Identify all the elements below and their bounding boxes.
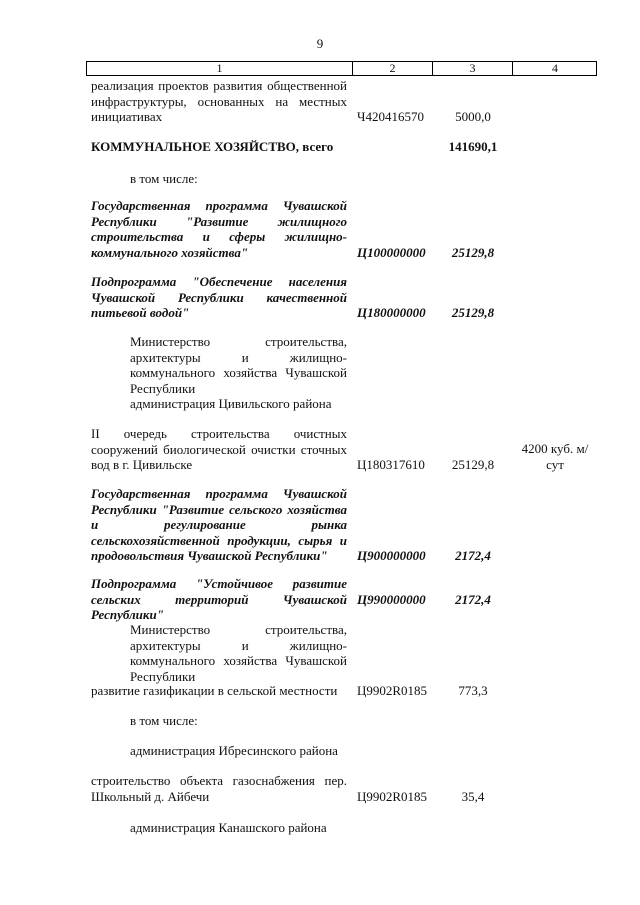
row-description: развитие газификации в сельской местности (91, 683, 338, 698)
row-description: II очередь строительства очистных сооружений биологической очистки сточных вод в г. Цивильске (91, 426, 347, 472)
header-col-1: 1 (216, 61, 223, 75)
row-description: в том числе: (130, 171, 198, 186)
row-amount: 141690,1 (448, 139, 498, 154)
row-amount: 25129,8 (451, 457, 495, 472)
row-code: Ц100000000 (357, 245, 426, 260)
header-col-2: 2 (389, 61, 396, 75)
row-description: в том числе: (130, 713, 198, 728)
row-code: Ц180317610 (357, 457, 425, 472)
page-number: 9 (316, 36, 324, 51)
row-amount: 35,4 (461, 789, 485, 804)
row-code: Ц900000000 (357, 548, 426, 563)
row-amount: 25129,8 (451, 245, 495, 260)
row-code: Ц180000000 (357, 305, 426, 320)
row-description: Подпрограмма "Обеспечение населения Чувашской Республики качественной питьевой водой" (91, 274, 347, 320)
row-description: Подпрограмма "Устойчивое развитие сельских территорий Чувашской Республики" (91, 576, 347, 622)
row-code: Ц9902R0185 (357, 789, 428, 804)
row-code: Ц9902R0185 (357, 683, 428, 698)
row-description: Министерство строительства, архитектуры и жилищно-коммунального хозяйства Чувашской Республики (130, 334, 347, 396)
row-amount: 25129,8 (451, 305, 495, 320)
row-amount: 2172,4 (455, 592, 491, 607)
row-description: Государственная программа Чувашской Республики "Развитие сельского хозяйства и регулирование рынка сельскохозяйственной продукции, сырья и продовольствия Чувашской Республики" (91, 486, 347, 563)
header-col-4: 4 (552, 61, 558, 75)
row-amount: 2172,4 (455, 548, 491, 563)
row-amount: 5000,0 (455, 109, 491, 124)
row-description: администрация Цивильского района (130, 396, 332, 411)
row-description: Министерство строительства, архитектуры и жилищно-коммунального хозяйства Чувашской Республики (130, 622, 347, 684)
row-note: 4200 куб. м/сут (521, 441, 589, 472)
row-description: КОММУНАЛЬНОЕ ХОЗЯЙСТВО, всего (91, 139, 334, 154)
row-description: администрация Ибресинского района (130, 743, 338, 758)
row-description: реализация проектов развития общественной инфраструктуры, основанных на местных инициативах (91, 78, 347, 124)
header-col-3: 3 (469, 61, 476, 75)
row-description: администрация Канашского района (130, 820, 327, 835)
row-description: Государственная программа Чувашской Республики "Развитие жилищного строительства и сферы жилищно-коммунального хозяйства" (91, 198, 347, 260)
row-description: строительство объекта газоснабжения пер. Школьный д. Айбечи (91, 773, 347, 804)
row-code: Ч420416570 (357, 109, 424, 124)
row-amount: 773,3 (458, 683, 488, 698)
row-code: Ц990000000 (357, 592, 426, 607)
table-header (86, 61, 597, 76)
